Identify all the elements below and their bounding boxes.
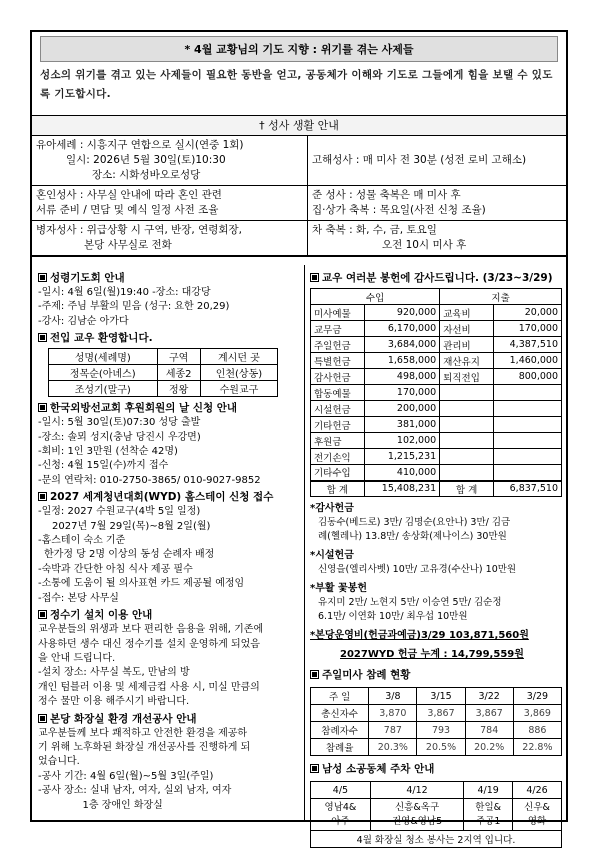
bulletin-page xyxy=(30,30,568,846)
square-bullet-icon xyxy=(310,670,319,679)
restroom-line: 었습니다. xyxy=(38,756,80,768)
wyd-line: -일정: 2027 수원교구(4박 5일 일정) xyxy=(38,506,201,518)
sacramentals-cell: 준 성사 : 성물 축복은 매 미사 후 집·상가 축복 : 목요일(사전 신청 조율) xyxy=(308,186,566,221)
table-row: 주 일 3/8 3/15 3/22 3/29 xyxy=(311,688,562,705)
table-row: 주일헌금 3,684,000 관리비 4,387,510 xyxy=(311,337,562,353)
sacraments-grid xyxy=(32,136,566,257)
parish-fund-total: *본당운영비(헌금과예금)3/29 103,871,560원 xyxy=(310,630,529,641)
square-bullet-icon xyxy=(38,610,47,619)
wyd-line: -소통에 도움이 될 의사표현 카드 제공될 예정임 xyxy=(38,578,245,590)
wyd-line: -홈스테이 숙소 기준 xyxy=(38,535,126,547)
wyd-heading: 2027 세계청년대회(WYD) 홈스테이 신청 접수 xyxy=(38,490,300,505)
prayer-line: -일시: 4월 6일(월)19:40 -장소: 대강당 xyxy=(38,287,211,298)
table-row: 참례자수 787 793 784 886 xyxy=(311,722,562,739)
prayer-meeting-heading: 성령기도회 안내 xyxy=(38,271,300,286)
wyd-line: -숙박과 간단한 아침 식사 제공 필수 xyxy=(38,563,193,575)
left-column xyxy=(38,269,300,813)
square-bullet-icon xyxy=(310,764,319,773)
table-row: 4월 화장실 청소 봉사는 2지역 입니다. xyxy=(311,831,562,848)
table-row: 성명(세례명) 구역 계시던 곳 xyxy=(49,349,278,365)
water-line: 교우분들의 위생과 보다 편리한 음용을 위해, 기존에 xyxy=(38,624,264,636)
pilgrimage-heading: 한국외방선교회 후원회원의 날 신청 안내 xyxy=(38,401,300,416)
easter-flower-line: 6.1만/ 이연화 10만/ 최우섭 10만원 xyxy=(318,611,468,622)
water-line: 정수 물만 이용 해주시기 바랍니다. xyxy=(38,696,190,708)
square-bullet-icon xyxy=(38,492,47,501)
marriage-cell: 혼인성사 : 사무실 안내에 따라 혼인 관련 서류 준비 / 면담 및 예식 일정 사전 조율 xyxy=(32,186,308,221)
attendance-table xyxy=(310,687,562,756)
table-row: 참례율 20.3% 20.5% 20.2% 22.8% xyxy=(311,739,562,756)
facility-offering-title: *시설헌금 xyxy=(310,550,354,561)
restroom-line: 교우분들께 보다 쾌적하고 안전한 환경을 제공하 xyxy=(38,727,248,739)
table-row: 기타헌금 381,000 xyxy=(311,417,562,433)
attendance-heading: 주일미사 참례 현황 xyxy=(310,668,562,683)
prayer-line: -주제: 주님 부활의 믿음 (성구: 요한 20,29) xyxy=(38,301,230,313)
restroom-line: 기 위해 노후화된 화장실 개선공사를 진행하게 되 xyxy=(38,741,251,753)
wyd-line: 2027년 7월 29일(목)~8월 2일(월) xyxy=(52,520,211,532)
facility-offering-line: 신영을(엘리사벳) 10만/ 고유경(수산나) 10만원 xyxy=(318,564,517,575)
prayer-intention-box xyxy=(32,32,566,116)
infant-baptism-cell: 유아세례 : 시흥지구 연합으로 실시(연중 1회) 일시: 2026년 5월 30일(토)10:30 장소: 시화성바오로성당 xyxy=(32,136,308,186)
restroom-line: -공사 장소: 실내 남자, 여자, 실외 남자, 여자 xyxy=(38,785,232,797)
water-line: 을 안내 드립니다. xyxy=(38,652,116,664)
finance-table xyxy=(310,288,562,497)
pilgrimage-line: -일시: 5월 30일(토)07:30 성당 출발 xyxy=(38,417,201,429)
gratitude-offering-title: *감사헌금 xyxy=(310,503,354,514)
pilgrimage-line: -회비: 1인 3만원 (선착순 42명) xyxy=(38,446,178,458)
water-purifier-heading: 정수기 설치 이용 안내 xyxy=(38,608,300,623)
table-row: 합 계 15,408,231 합 계 6,837,510 xyxy=(311,481,562,497)
square-bullet-icon xyxy=(38,403,47,412)
intention-body: 성소의 위기를 겪고 있는 사제들이 필요한 동반을 얻고, 공동체가 이해와 기도로 그들에게 힘을 보탤 수 있도록 기도합시다. xyxy=(40,69,553,100)
sick-anointing-cell: 병자성사 : 위급상황 시 구역, 반장, 연령회장, 본당 사무실로 전화 xyxy=(32,221,308,255)
water-line: 사용하던 생수 대신 정수기를 설치 운영하게 되었음 xyxy=(38,638,260,650)
square-bullet-icon xyxy=(38,273,47,282)
welcome-table xyxy=(48,348,278,397)
table-row: 감사헌금 498,000 퇴직전입 800,000 xyxy=(311,369,562,385)
water-line: -설치 장소: 사무실 복도, 만남의 방 xyxy=(38,667,190,679)
table-row: 교무금 6,170,000 자선비 170,000 xyxy=(311,321,562,337)
table-row: 조성기(말구) 정왕 수원교구 xyxy=(49,381,278,397)
parking-heading: 남성 소공동체 주차 안내 xyxy=(310,762,562,777)
table-row: 영남4& 아주 신흥&옥구 건영&영남5 한일& 주공1 신우& 영화 xyxy=(311,799,562,831)
table-row: 정목순(아녜스) 세종2 인천(상동) xyxy=(49,365,278,381)
pilgrimage-line: -문의 연락처: 010-2750-3865/ 010-9027-9852 xyxy=(38,474,261,486)
table-row: 4/5 4/12 4/19 4/26 xyxy=(311,782,562,799)
table-row: 시설헌금 200,000 xyxy=(311,401,562,417)
restroom-heading: 본당 화장실 환경 개선공사 안내 xyxy=(38,712,300,727)
right-column xyxy=(310,269,562,848)
table-row: 미사예물 920,000 교육비 20,000 xyxy=(311,305,562,321)
parking-table xyxy=(310,781,562,848)
pilgrimage-line: -신청: 4월 15일(수)까지 접수 xyxy=(38,460,169,472)
prayer-line: -강사: 김남순 아가다 xyxy=(38,315,129,327)
table-row: 후원금 102,000 xyxy=(311,433,562,449)
intention-title: * 4월 교황님의 기도 지향 : 위기를 겪는 사제들 xyxy=(40,36,558,62)
restroom-line: -공사 기간: 4월 6일(월)~5월 3일(주일) xyxy=(38,770,214,782)
content-columns xyxy=(32,265,566,846)
confession-cell: 고해성사 : 매 미사 전 30분 (성전 로비 고해소) xyxy=(308,136,566,186)
square-bullet-icon xyxy=(38,333,47,342)
table-row: 총신자수 3,870 3,867 3,867 3,869 xyxy=(311,705,562,722)
table-row: 기타수입 410,000 xyxy=(311,465,562,481)
table-row: 수입 지출 xyxy=(311,289,562,305)
sacraments-header: † 성사 생활 안내 xyxy=(32,116,566,136)
wyd-fund-total: 2027WYD 헌금 누계 : 14,799,559원 xyxy=(340,649,524,660)
wyd-line: 한가정 당 2명 이상의 동성 순례자 배정 xyxy=(44,549,215,561)
car-blessing-cell: 차 축복 : 화, 수, 금, 토요일 오전 10시 미사 후 xyxy=(312,224,467,251)
table-row: 합동예물 170,000 xyxy=(311,385,562,401)
square-bullet-icon xyxy=(310,273,319,282)
easter-flower-title: *부활 꽃봉헌 xyxy=(310,583,368,594)
easter-flower-line: 유지미 2만/ 노현지 5만/ 이승연 5만/ 김순정 xyxy=(318,597,502,608)
pilgrimage-line: -장소: 솔뫼 성지(충남 당진시 우강면) xyxy=(38,431,201,443)
gratitude-offering-line: 김동수(베드로) 3만/ 김명순(요안나) 3만/ 김금 xyxy=(318,517,511,528)
finance-heading: 교우 여러분 봉헌에 감사드립니다. (3/23~3/29) xyxy=(310,271,562,286)
column-divider xyxy=(304,265,305,820)
gratitude-offering-line: 례(헬레나) 13.8만/ 송상화(제나이스) 30만원 xyxy=(318,531,507,542)
table-row: 특별헌금 1,658,000 재산유지 1,460,000 xyxy=(311,353,562,369)
wyd-line: -접수: 본당 사무실 xyxy=(38,592,119,604)
welcome-heading: 전입 교우 환영합니다. xyxy=(38,331,300,346)
table-row: 전기손익 1,215,231 xyxy=(311,449,562,465)
water-line: 개인 텀블러 이용 및 세제금컵 사용 시, 미실 만큼의 xyxy=(38,681,260,693)
restroom-line: 1층 장애인 화장실 xyxy=(38,799,163,811)
square-bullet-icon xyxy=(38,714,47,723)
